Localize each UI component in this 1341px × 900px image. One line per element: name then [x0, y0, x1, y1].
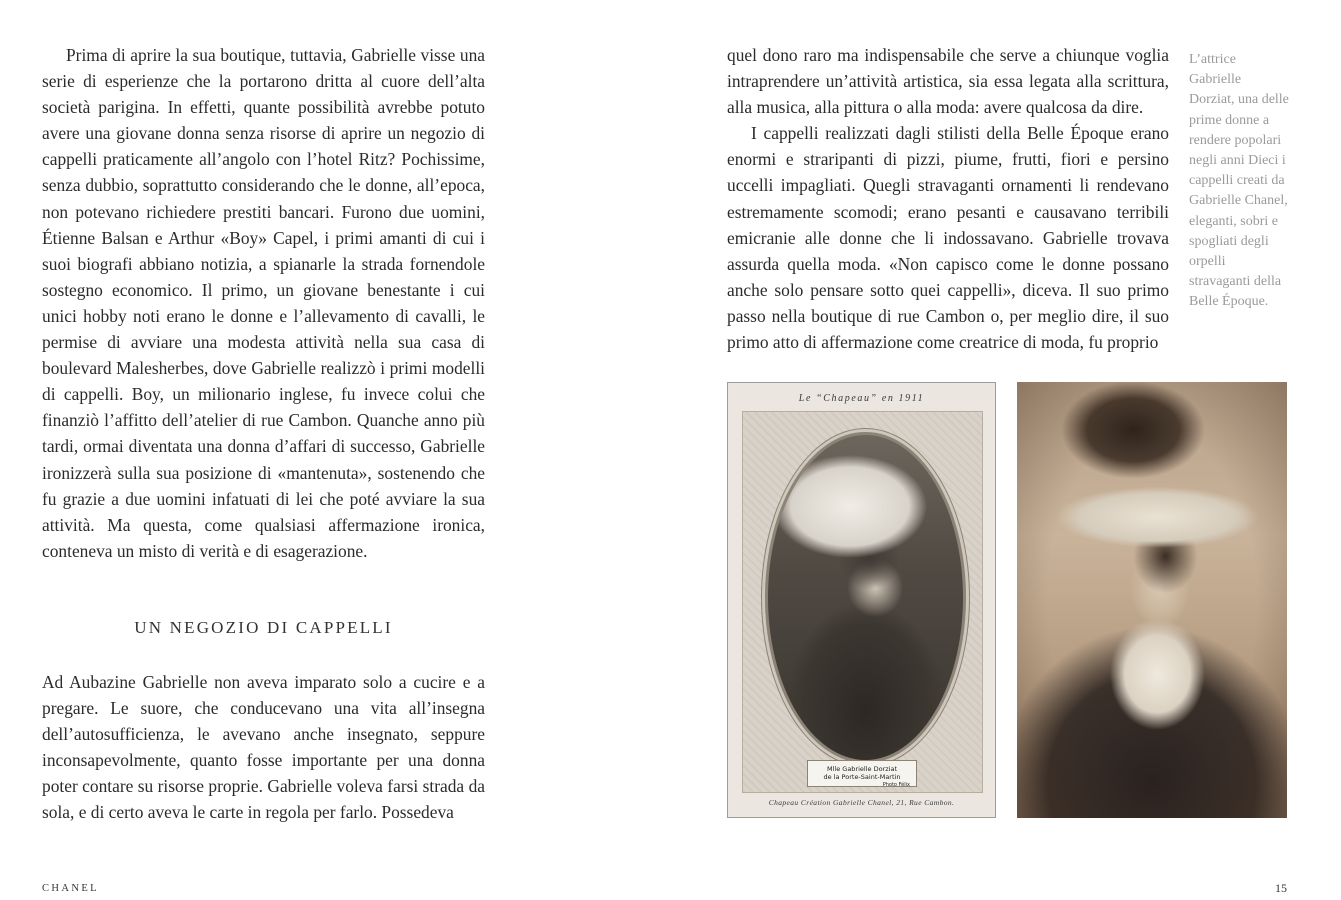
- plate-photo-credit: Photo Félix: [882, 782, 910, 788]
- photo-vignette: [1017, 382, 1287, 818]
- magazine-plate-photo: [727, 382, 996, 818]
- section-heading: UN NEGOZIO DI CAPPELLI: [134, 618, 393, 637]
- left-page: [0, 0, 670, 900]
- running-head: CHANEL: [42, 883, 99, 894]
- body-paragraph: Ad Aubazine Gabrielle non aveva imparato solo a cucire e a pregare. Le suore, che conducevano una vita all’insegna dell’autosufficienza, le avevano anche insegnato, seppure inconsapevolmente, quanto fosse importante per una donna poter contare su risorse proprie. Gabrielle voleva farsi strada da sola, e di certo aveva le carte in regola per farlo. Possedeva: [42, 672, 485, 823]
- ornamental-frame: [742, 411, 983, 793]
- plate-name-line: Mlle Gabrielle Dorziat: [827, 765, 897, 773]
- image-caption: L’attrice Gabrielle Dorziat, una delle prime donne a rendere popolari negli anni Dieci i cappelli creati da Gabrielle Chanel, eleganti, sobri e spogliati degli orpelli stravaganti della Belle Époque.: [1189, 52, 1289, 310]
- body-paragraph: Prima di aprire la sua boutique, tuttavia, Gabrielle visse una serie di esperienze che la portarono dritta al cuore dell’alta società parigina. In effetti, quante possibilità avrebbe potuto avere una giovane donna senza risorse di aprire un negozio di cappelli praticamente all’angolo con l’hotel Ritz? Pochissime, senza dubbio, soprattutto considerando che le donne, all’epoca, non potevano richiedere prestiti bancari. Furono due uomini, Étienne Balsan e Arthur «Boy» Capel, i primi amanti di cui i suoi biografi abbiano notizia, a spianarle la strada fornendole sostegno economico. Il primo, un giovane benestante i cui unici hobby noti erano le donne e l’allevamento di cavalli, le permise di avviare una modesta attività nella sua casa di boulevard Malesherbes, dove Gabrielle realizzò i primi modelli di cappelli. Boy, un milionario inglese, fu invece colui che finanziò l’affitto dell’atelier di rue Cambon. Quanche anno più tardi, ormai diventata una donna d’affari di successo, Gabrielle ironizzerà sulla sua posizione di «mantenuta», sostenendo che fu grazie a due uomini infatuati di lei che poté avviare la sua attività. Ma questa, come qualsiasi affermazione ironica, conteneva un misto di verità e di esagerazione.: [42, 45, 485, 561]
- oval-portrait: [765, 432, 966, 763]
- plate-name-line: de la Porte-Saint-Martin: [823, 773, 901, 781]
- plate-title: Le “Chapeau” en 1911: [798, 393, 925, 404]
- plate-name-box: [807, 760, 917, 787]
- page-number: 15: [1275, 881, 1287, 895]
- body-paragraph: I cappelli realizzati dagli stilisti della Belle Époque erano enormi e straripanti di pizzi, piume, frutti, fiori e persino uccelli impagliati. Quegli stravaganti ornamenti li rendevano estremamente scomodi; erano pesanti e causavano terribili emicranie alle donne che li indossavano. Gabrielle trovava assurda quella moda. «Non capisco come le donne possano anche solo pensare sotto quei cappelli», diceva. Il suo primo passo nella boutique di rue Cambon o, per meglio dire, il suo primo atto di affermazione come creatrice di moda, fu proprio: [727, 123, 1169, 353]
- plate-credit-line: Chapeau Création Gabrielle Chanel, 21, Rue Cambon.: [768, 798, 955, 807]
- right-page: [670, 0, 1341, 900]
- body-paragraph: quel dono raro ma indispensabile che serve a chiunque voglia intraprendere un’attività artistica, sia essa legata alla scrittura, alla musica, alla pittura o alla moda: avere qualcosa da dire.: [727, 45, 1169, 118]
- body-text-column: [727, 42, 1169, 355]
- sepia-portrait-photo: [1017, 382, 1287, 818]
